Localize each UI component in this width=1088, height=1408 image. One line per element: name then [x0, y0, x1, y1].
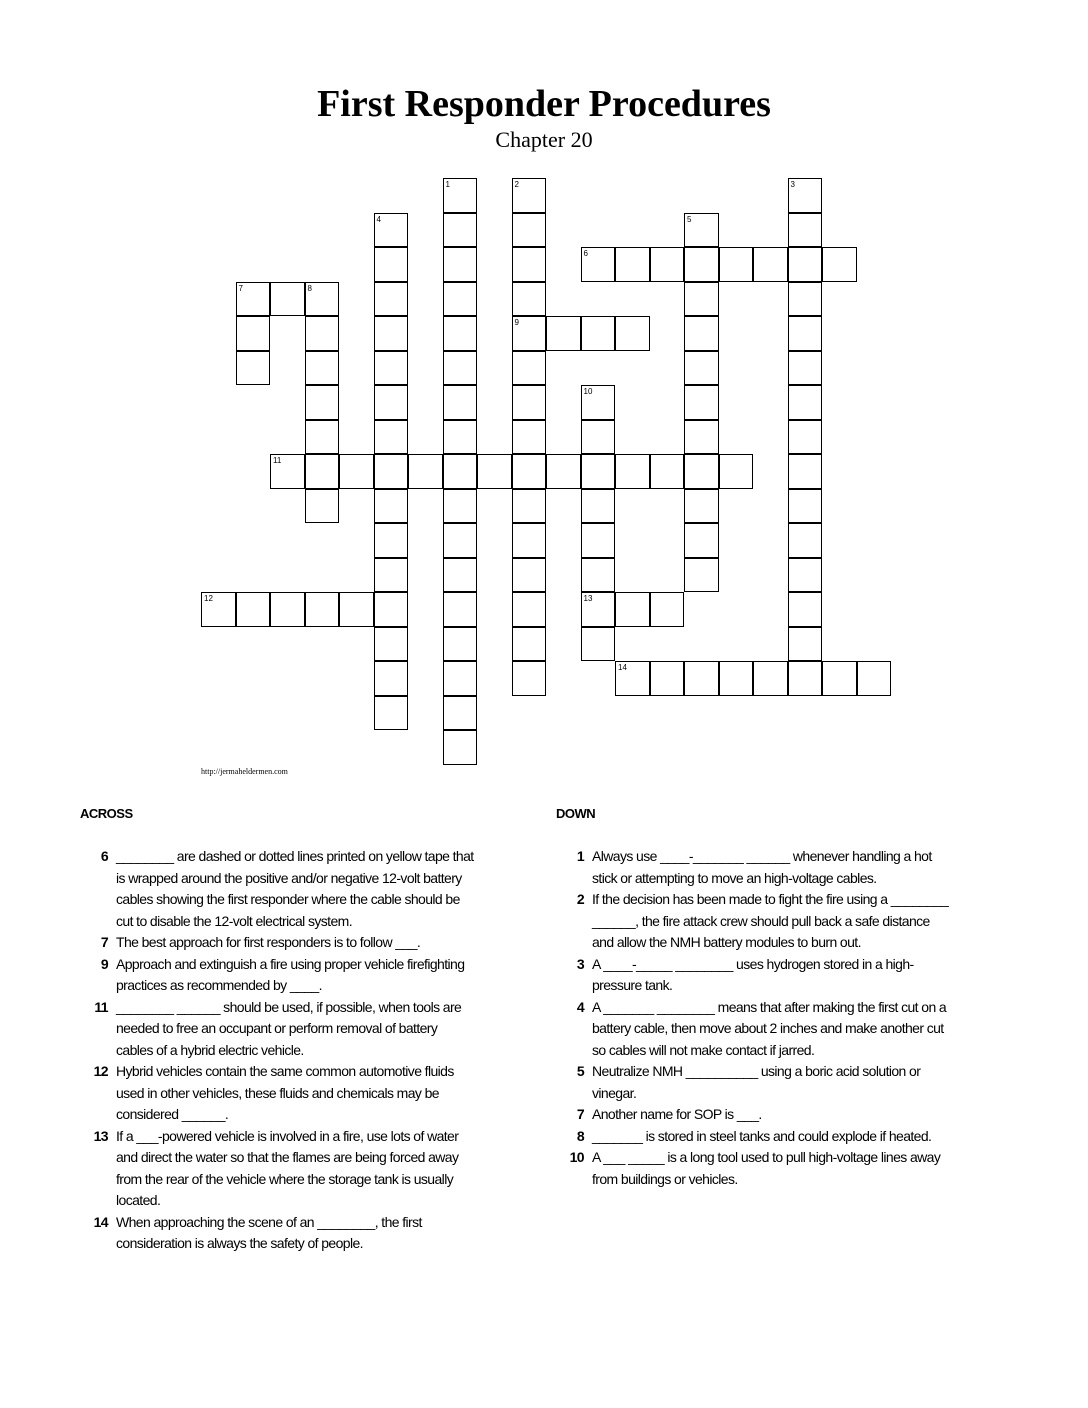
grid-cell[interactable] [788, 454, 823, 489]
grid-cell[interactable] [512, 523, 547, 558]
grid-cell[interactable] [581, 523, 616, 558]
grid-cell[interactable] [443, 420, 478, 455]
grid-cell[interactable] [788, 523, 823, 558]
grid-cell[interactable] [443, 627, 478, 662]
grid-cell[interactable] [788, 247, 823, 282]
grid-cell[interactable] [339, 592, 374, 627]
clue-number: 1 [576, 848, 584, 864]
clue-number: 7 [100, 934, 108, 950]
clue-text: If the decision has been made to fight the fire using a ________ ______, the fire attack crew should pull back a safe distance and allow the NMH battery modules to burn out. [592, 891, 949, 950]
grid-cell[interactable] [374, 558, 409, 593]
grid-cell[interactable] [684, 523, 719, 558]
grid-cell[interactable] [581, 454, 616, 489]
grid-cell[interactable] [270, 592, 305, 627]
clue-number: 7 [576, 1106, 584, 1122]
grid-cell-number: 4 [376, 214, 381, 224]
grid-cell-number: 6 [583, 249, 588, 258]
grid-cell[interactable] [719, 661, 754, 696]
grid-cell[interactable] [270, 282, 305, 317]
clue-text: Always use ____-_______ ______ whenever handling a hot stick or attempting to move an high-voltage cables. [592, 848, 932, 886]
grid-cell[interactable] [305, 489, 340, 524]
grid-cell[interactable] [374, 627, 409, 662]
grid-cell[interactable] [443, 454, 478, 489]
page-subtitle: Chapter 20 [495, 127, 593, 152]
clue-text: When approaching the scene of an ________, the first consideration is always the safety of people. [116, 1213, 422, 1251]
grid-cell[interactable] [443, 592, 478, 627]
grid-cell[interactable] [305, 351, 340, 386]
grid-cell[interactable] [788, 627, 823, 662]
grid-cell[interactable] [512, 592, 547, 627]
grid-cell[interactable] [512, 385, 547, 420]
grid-cell[interactable] [443, 730, 478, 765]
clue-number: 5 [576, 1063, 584, 1079]
grid-cell[interactable] [546, 454, 581, 489]
grid-cell[interactable] [650, 247, 685, 282]
grid-cell[interactable] [788, 558, 823, 593]
grid-cell[interactable] [615, 454, 650, 489]
grid-cell[interactable] [788, 489, 823, 524]
grid-cell[interactable] [684, 316, 719, 351]
grid-cell-number: 10 [583, 387, 593, 396]
clue-number: 8 [576, 1127, 584, 1144]
clue-text: A ___ _____ is a long tool used to pull high-voltage lines away from buildings or vehicles. [592, 1149, 941, 1187]
clue-down-3 [556, 954, 956, 997]
grid-cell[interactable] [443, 213, 478, 248]
grid-cell[interactable] [615, 316, 650, 351]
grid-cell[interactable] [236, 592, 271, 627]
grid-cell[interactable] [305, 420, 340, 455]
grid-cell[interactable] [512, 558, 547, 593]
grid-cell-number: 2 [514, 180, 519, 189]
clue-down-10 [556, 1147, 956, 1190]
grid-cell[interactable] [443, 385, 478, 420]
grid-cell[interactable] [719, 247, 754, 282]
clue-number: 3 [576, 955, 584, 972]
grid-cell[interactable] [788, 420, 823, 455]
grid-cell[interactable] [443, 661, 478, 696]
down-heading: DOWN [556, 806, 596, 821]
grid-cell[interactable] [443, 247, 478, 282]
grid-cell[interactable] [305, 592, 340, 627]
clue-down-7 [556, 1104, 956, 1126]
clue-number: 12 [93, 1063, 108, 1079]
grid-cell[interactable] [684, 454, 719, 489]
clue-across-7 [80, 932, 480, 954]
grid-cell[interactable] [374, 351, 409, 386]
grid-cell-number: 11 [273, 456, 282, 465]
clue-number: 13 [93, 1127, 108, 1144]
grid-cell[interactable] [788, 592, 823, 627]
grid-cell[interactable] [305, 454, 340, 489]
grid-cell[interactable] [512, 213, 547, 248]
grid-cell[interactable] [788, 213, 823, 248]
clue-text: ________ are dashed or dotted lines printed on yellow tape that is wrapped around the positive and/or negative 12-volt battery cables showing the first responder where the cable should be cut to disable the 12-volt electrical system. [116, 848, 474, 929]
grid-cell[interactable] [512, 454, 547, 489]
grid-cell[interactable] [374, 592, 409, 627]
clue-text: Another name for SOP is ___. [592, 1106, 762, 1122]
clue-across-11 [80, 997, 480, 1062]
grid-cell-number: 7 [238, 283, 243, 293]
clue-text: A _______ ________ means that after making the first cut on a battery cable, then move about 2 inches and make another cut so cables will not make contact if jarred. [592, 998, 947, 1058]
clue-number: 14 [93, 1213, 108, 1230]
grid-cell[interactable] [581, 489, 616, 524]
grid-cell[interactable] [753, 661, 788, 696]
grid-cell[interactable] [788, 385, 823, 420]
grid-cell[interactable] [443, 316, 478, 351]
grid-cell[interactable] [684, 420, 719, 455]
clue-number: 9 [100, 955, 108, 972]
grid-cell[interactable] [822, 661, 857, 696]
grid-cell[interactable] [374, 523, 409, 558]
grid-cell[interactable] [305, 316, 340, 351]
grid-cell[interactable] [615, 247, 650, 282]
grid-cell[interactable] [305, 385, 340, 420]
clue-down-4 [556, 997, 956, 1062]
grid-cell[interactable] [512, 351, 547, 386]
grid-cell[interactable] [512, 489, 547, 524]
grid-cell[interactable] [374, 385, 409, 420]
grid-cell-number: 5 [687, 214, 692, 224]
grid-cell[interactable] [753, 247, 788, 282]
grid-cell[interactable] [443, 282, 478, 317]
grid-cell[interactable] [684, 661, 719, 696]
grid-cell[interactable] [512, 661, 547, 696]
grid-cell[interactable] [581, 558, 616, 593]
grid-cell-number: 13 [583, 594, 593, 603]
grid-cell[interactable] [443, 696, 478, 731]
clue-text: _______ is stored in steel tanks and could explode if heated. [592, 1127, 932, 1144]
clue-text: Hybrid vehicles contain the same common automotive fluids used in other vehicles, these fluids and chemicals may be considered ______. [116, 1063, 454, 1122]
grid-cell[interactable] [339, 454, 374, 489]
clue-down-2 [556, 889, 956, 954]
clue-down-5 [556, 1061, 956, 1104]
grid-cell[interactable] [374, 489, 409, 524]
grid-cell[interactable] [684, 558, 719, 593]
grid-cell[interactable] [857, 661, 892, 696]
clue-text: Neutralize NMH __________ using a boric acid solution or vinegar. [592, 1063, 921, 1101]
grid-cell[interactable] [546, 316, 581, 351]
down-clues [556, 804, 956, 1190]
clue-across-6 [80, 846, 480, 932]
grid-cell[interactable] [788, 661, 823, 696]
grid-cell[interactable] [512, 282, 547, 317]
grid-cell-number: 1 [445, 180, 450, 189]
clue-text: The best approach for first responders is to follow ___. [116, 934, 421, 950]
grid-cell[interactable] [822, 247, 857, 282]
grid-cell[interactable] [374, 454, 409, 489]
source-url: http://jermaheldermen.com [201, 767, 288, 776]
clue-down-1 [556, 846, 956, 889]
clue-number: 10 [569, 1149, 584, 1165]
clue-text: A ____-_____ ________ uses hydrogen stored in a high-pressure tank. [592, 955, 914, 993]
grid-cell[interactable] [719, 454, 754, 489]
grid-cell[interactable] [443, 558, 478, 593]
grid-cell[interactable] [684, 489, 719, 524]
grid-cell[interactable] [684, 282, 719, 317]
grid-cell[interactable] [443, 523, 478, 558]
grid-cell[interactable] [650, 661, 685, 696]
clue-across-13 [80, 1126, 480, 1212]
grid-cell[interactable] [684, 351, 719, 386]
grid-cell[interactable] [443, 489, 478, 524]
clue-down-8 [556, 1126, 956, 1148]
grid-cell[interactable] [374, 420, 409, 455]
grid-cell[interactable] [788, 351, 823, 386]
across-clues [80, 804, 480, 1255]
grid-cell[interactable] [443, 351, 478, 386]
clue-across-14 [80, 1212, 480, 1255]
grid-cell[interactable] [788, 282, 823, 317]
grid-cell[interactable] [581, 627, 616, 662]
clue-across-9 [80, 954, 480, 997]
grid-cell-number: 12 [204, 594, 213, 603]
clue-text: Approach and extinguish a fire using proper vehicle firefighting practices as recommended by ____. [116, 955, 465, 993]
grid-cell[interactable] [684, 385, 719, 420]
grid-cell[interactable] [374, 247, 409, 282]
clue-number: 4 [576, 998, 584, 1015]
grid-cell-number: 14 [618, 663, 627, 672]
clue-number: 11 [94, 998, 108, 1015]
page-title: First Responder Procedures [317, 83, 771, 125]
grid-cell[interactable] [512, 627, 547, 662]
grid-cell[interactable] [374, 696, 409, 731]
grid-cell[interactable] [650, 454, 685, 489]
clue-text: If a ___-powered vehicle is involved in a fire, use lots of water and direct the water so that the flames are being forced away from the rear of the vehicle where the storage tank is usually located. [116, 1127, 459, 1208]
across-heading: ACROSS [80, 806, 133, 821]
grid-cell[interactable] [684, 247, 719, 282]
grid-cell[interactable] [512, 420, 547, 455]
grid-cell[interactable] [236, 316, 271, 351]
grid-cell[interactable] [615, 592, 650, 627]
grid-cell[interactable] [374, 661, 409, 696]
clue-text: ________ ______ should be used, if possible, when tools are needed to free an occupant or perform removal of battery cables of a hybrid electric vehicle. [116, 998, 462, 1058]
grid-cell[interactable] [581, 420, 616, 455]
grid-cell-number: 8 [307, 283, 312, 293]
grid-cell[interactable] [374, 316, 409, 351]
clue-number: 2 [576, 891, 584, 907]
grid-cell[interactable] [236, 351, 271, 386]
grid-cell[interactable] [581, 316, 616, 351]
grid-cell[interactable] [650, 592, 685, 627]
grid-cell[interactable] [374, 282, 409, 317]
grid-cell-number: 3 [790, 180, 795, 189]
grid-cell[interactable] [408, 454, 443, 489]
grid-cell-number: 9 [514, 318, 519, 327]
grid-cell[interactable] [788, 316, 823, 351]
clue-number: 6 [100, 848, 108, 864]
grid-cell[interactable] [477, 454, 512, 489]
clue-across-12 [80, 1061, 480, 1126]
grid-cell[interactable] [512, 247, 547, 282]
